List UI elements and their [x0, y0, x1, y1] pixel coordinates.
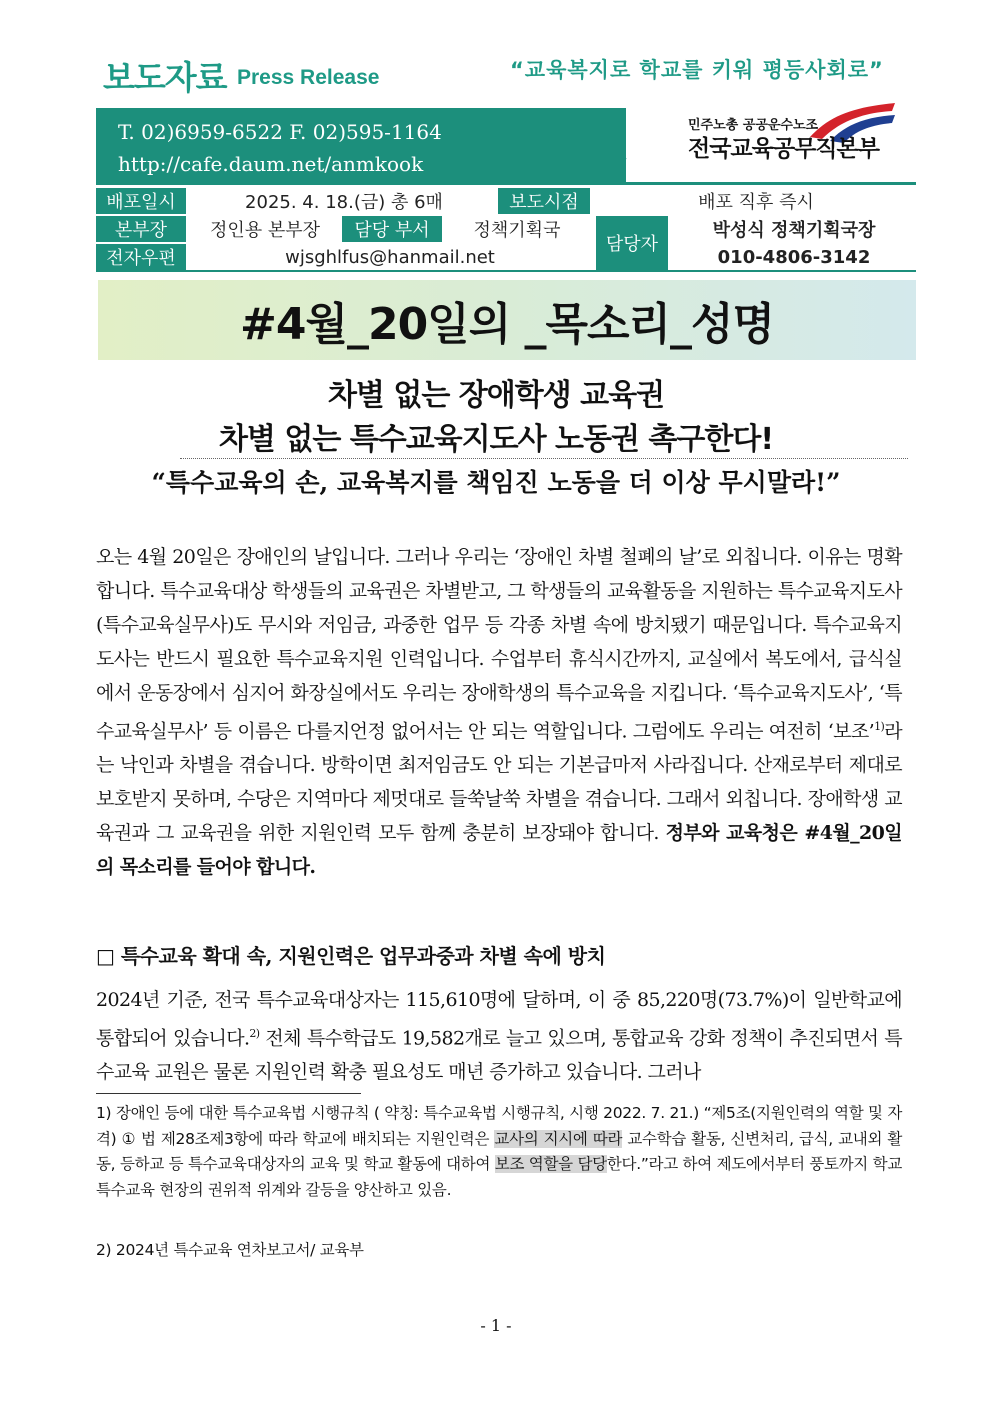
title-banner [98, 280, 916, 360]
footnote-2: 2) 2024년 특수교육 연차보고서/ 교육부 [96, 1241, 364, 1259]
dotted-divider [180, 458, 908, 459]
email-label: 전자우편 [96, 244, 186, 270]
release-info-table [96, 188, 916, 272]
body-paragraph-1 [96, 540, 902, 884]
dist-date: 2025. 4. 18.(금) 총 6매 [190, 188, 498, 214]
contact-phone: 010-4806-3142 [672, 244, 916, 270]
p1-text-b: 라는 낙인과 차별을 겪습니다. 방학이면 최저임금도 안 되는 기본급마저 사라집니다. 산재로부터 제대로 보호받지 못하며, 수당은 지역마다 제멋대로 들쑥날쑥 차별을 겪습니다. 그래서 외칩니다. 장애학생 교육권과 그 교육권을 위한 지원인력 모두 함께 충분히 보장돼야 합니다. [96, 720, 902, 845]
dept-name: 정책기획국 [444, 216, 590, 242]
brand-title-en: Press Release [237, 66, 380, 89]
contact-name: 박성식 정책기획국장 [672, 216, 916, 242]
footnote-1 [96, 1101, 902, 1203]
subtitle-1: 차별 없는 장애학생 교육권 [327, 378, 665, 413]
footnote-ref-2[interactable]: 2) [249, 1027, 260, 1040]
p1-bold-text: 정부와 교육청은 #4월_20일의 목소리를 들어야 합니다. [96, 822, 902, 879]
org-small-text: 민주노총 공공운수노조 [688, 118, 819, 133]
p2-text-b: 전체 특수학급도 19,582개로 늘고 있으며, 통합교육 강화 정책이 추진되면서 특수교육 교원은 물론 지원인력 확충 필요성도 매년 증가하고 있습니다. 그러나 [96, 1027, 902, 1084]
chief-name: 정인용 본부장 [190, 216, 340, 242]
section-heading: □ 특수교육 확대 속, 지원인력은 업무과중과 차별 속에 방치 [96, 944, 606, 968]
p1-text-a: 오는 4월 20일은 장애인의 날입니다. 그러나 우리는 ‘장애인 차별 철폐의 날’로 외칩니다. 이유는 명확합니다. 특수교육대상 학생들의 교육권은 차별받고, 그 학생들의 교육활동을 지원하는 특수교육지도사(특수교육실무사)도 무시와 저임금, 과중한 업무 등 각종 차별 속에 방치됐기 때문입니다. 특수교육지도사는 반드시 필요한 특수교육지원 인력입니다. 수업부터 휴식시간까지, 교실에서 복도에서, 급식실에서 운동장에서 심지어 화장실에서도 우리는 장애학생의 특수교육을 지킵니다. ‘특수교육지도사’, ‘특수교육실무사’ 등 이름은 다를지언정 없어서는 안 되는 역할입니다. 그럼에도 우리는 여전히 ‘보조’ [96, 546, 902, 743]
subtitle-2: 차별 없는 특수교육지도사 노동권 촉구한다! [218, 422, 774, 457]
fn1-text-b: 교수학습 활동, 신변처리, 급식, 교내외 활동, 등하교 등 특수교육대상자의 교육 및 학교 활동에 대하여 [96, 1129, 902, 1173]
contact-bar [96, 108, 626, 182]
email[interactable]: wjsghlfus@hanmail.net [190, 244, 590, 270]
page-number: - 1 - [480, 1316, 512, 1335]
dist-date-label: 배포일시 [96, 188, 186, 214]
header-divider [96, 182, 916, 185]
cafe-link[interactable]: http://cafe.daum.net/anmkook [118, 152, 424, 176]
org-name: 전국교육공무직본부 [688, 136, 879, 162]
release-time: 배포 직후 즉시 [596, 188, 916, 214]
fn1-highlight-2: 보조 역할을 담당 [494, 1155, 607, 1173]
table-bottom-rule [96, 270, 916, 272]
footnote-divider [96, 1093, 361, 1094]
footnote-ref-1[interactable]: 1) [874, 720, 885, 733]
slogan: “교육복지로 학교를 키워 평등사회로” [510, 58, 884, 82]
contact-label: 담당자 [596, 216, 668, 270]
fn1-text-a: 1) 장애인 등에 대한 특수교육법 시행규칙 ( 약칭: 특수교육법 시행규칙, 시행 2022. 7. 21.) “제5조(지원인력의 역할 및 자격) ① 법 제28조제3항에 따라 학교에 배치되는 지원인력은 [96, 1104, 902, 1148]
page-title: #4월_20일의 _목소리_성명 [239, 299, 775, 350]
release-time-label: 보도시점 [498, 188, 590, 214]
tel-fax: T. 02)6959-6522 F. 02)595-1164 [118, 120, 442, 144]
lead-quote: “특수교육의 손, 교육복지를 책임진 노동을 더 이상 무시말라!” [151, 468, 841, 497]
brand-title-ko: 보도자료 [103, 58, 227, 97]
body-paragraph-2 [96, 983, 902, 1089]
chief-label: 본부장 [96, 216, 186, 242]
dept-label: 담당 부서 [342, 216, 442, 242]
fn1-text-c: 한다.”라고 하여 제도에서부터 풍토까지 학교 특수교육 현장의 권위적 위계와 갈등을 양산하고 있음. [96, 1155, 902, 1199]
p2-text-a: 2024년 기준, 전국 특수교육대상자는 115,610명에 달하며, 이 중 85,220명(73.7%)이 일반학교에 통합되어 있습니다. [96, 989, 902, 1050]
fn1-highlight-1: 교사의 지시에 따라 [494, 1129, 623, 1148]
